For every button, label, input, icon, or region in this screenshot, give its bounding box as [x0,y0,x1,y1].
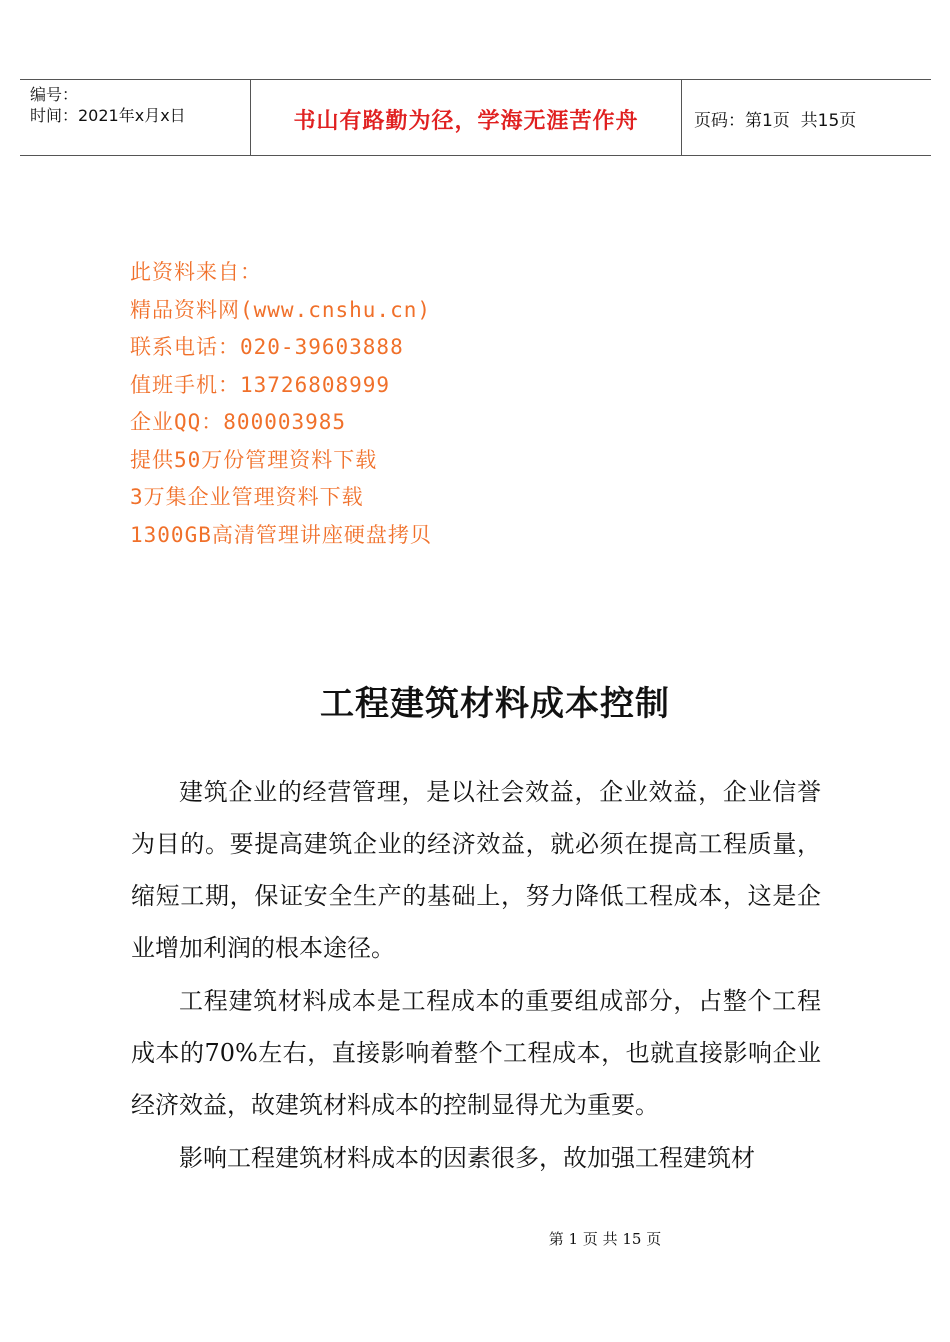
document-title: 工程建筑材料成本控制 [320,684,670,724]
promo-line: 值班手机：13726808999 [130,372,391,397]
promo-block [130,254,432,554]
header-page-info-text: 页码：第1页 共15页 [694,111,857,131]
body-paragraph: 建筑企业的经营管理，是以社会效益，企业效益，企业信誉为目的。要提高建筑企业的经济效益，就必须在提高工程质量，缩短工期，保证安全生产的基础上，努力降低工程成本，这是企业增加利润的根本途径。 [131,778,821,962]
body-paragraph: 工程建筑材料成本是工程成本的重要组成部分，占整个工程成本的70%左右，直接影响着整个工程成本，也就直接影响企业经济效益，故建筑材料成本的控制显得尤为重要。 [131,987,821,1119]
page-footer: 第 1 页 共 15 页 [548,1230,662,1248]
promo-line: 提供50万份管理资料下载 [130,447,378,472]
document-time-label: 时间：2021年x月x日 [30,106,186,125]
body-paragraph: 影响工程建筑材料成本的因素很多，故加强工程建筑材 [179,1144,755,1172]
promo-line: 3万集企业管理资料下载 [130,485,364,509]
promo-line: 联系电话：020-39603888 [130,335,404,359]
document-number-label: 编号： [30,85,79,104]
promo-line: 此资料来自： [130,260,262,284]
header-meta [20,80,251,155]
promo-line: 1300GB高清管理讲座硬盘拷贝 [130,522,432,547]
page-header [20,79,931,156]
promo-line: 精品资料网(www.cnshu.cn) [130,297,432,322]
promo-line: 企业QQ：800003985 [130,410,347,434]
header-page-info [682,80,931,155]
document-body [131,766,821,1185]
header-motto: 书山有路勤为径，学海无涯苦作舟 [251,80,682,155]
